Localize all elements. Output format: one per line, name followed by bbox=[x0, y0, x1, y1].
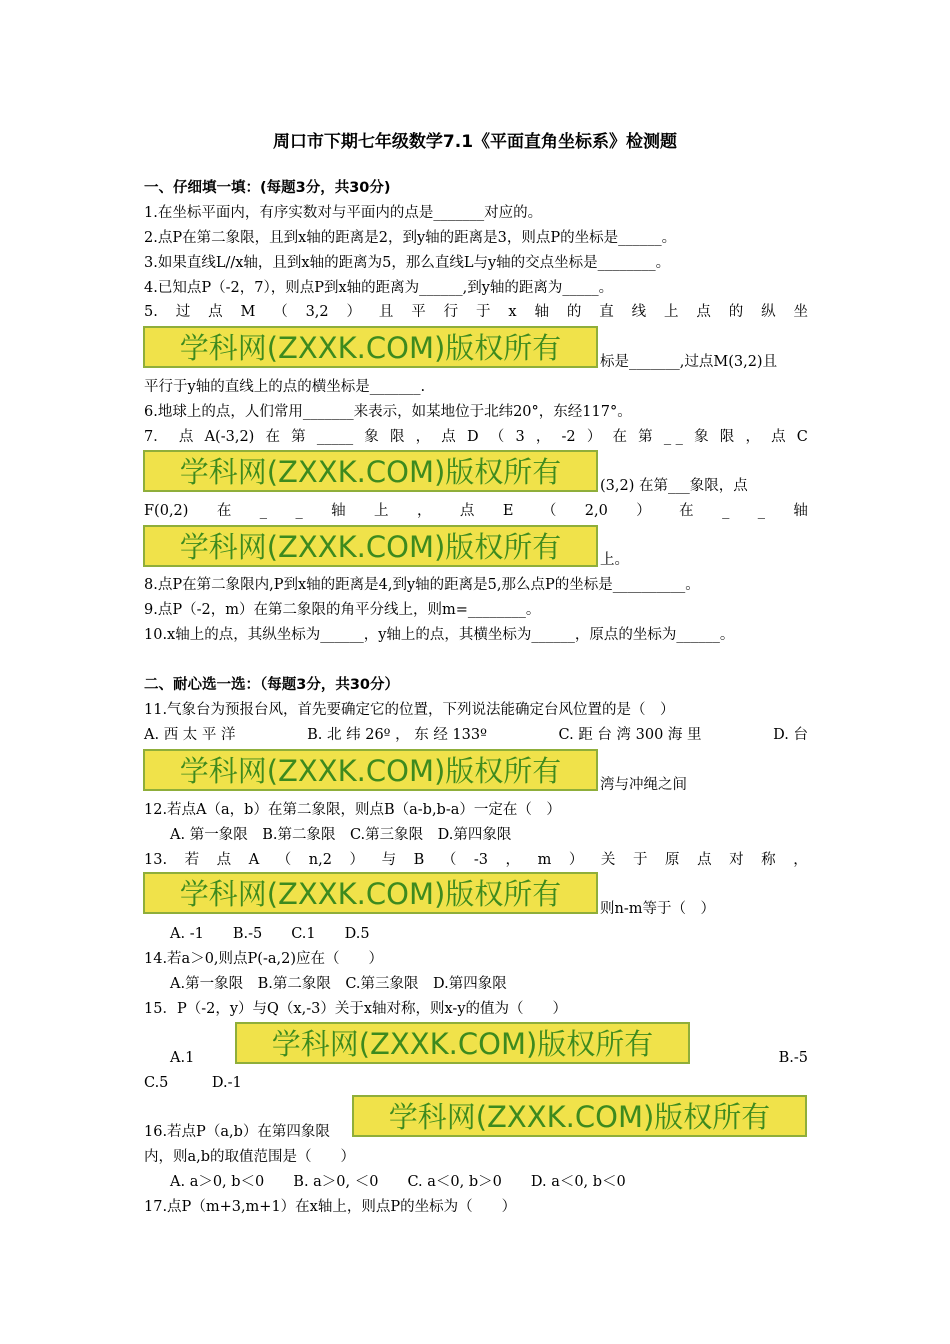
word-token: 称 bbox=[761, 852, 776, 868]
question-10: 10.x轴上的点，其纵坐标为______，y轴上的点，其横坐标为______，原点的坐标为______。 bbox=[144, 627, 735, 643]
word-token: F(0,2) bbox=[144, 503, 189, 519]
word-token: 平 bbox=[411, 304, 426, 320]
word-token: 对 bbox=[729, 852, 744, 868]
watermark-banner: 学科网(ZXXK.COM)版权所有 bbox=[235, 1022, 690, 1064]
question-6: 6.地球上的点，人们常用_______来表示，如某地位于北纬20°，东经117°。 bbox=[144, 404, 632, 420]
question-11-tail: 湾与冲绳之间 bbox=[600, 777, 687, 793]
word-token: ） bbox=[568, 852, 584, 868]
word-token: _ bbox=[722, 503, 730, 519]
word-token: -2 bbox=[561, 429, 576, 445]
word-token: ） bbox=[346, 304, 362, 320]
question-7-line-2: (3,2) 在第___象限，点 bbox=[600, 478, 748, 494]
question-3: 3.如果直线L//x轴，且到x轴的距离为5，那么直线L与y轴的交点坐标是________。 bbox=[144, 255, 671, 271]
word-token: M bbox=[240, 304, 256, 320]
word-token: -3 bbox=[473, 852, 488, 868]
word-token: ， bbox=[745, 429, 760, 445]
word-token: 点 bbox=[441, 429, 456, 445]
question-2: 2.点P在第二象限，且到x轴的距离是2，到y轴的距离是3，则点P的坐标是______。 bbox=[144, 230, 677, 246]
word-token: ， bbox=[535, 429, 551, 445]
word-token: 上 bbox=[663, 304, 679, 320]
word-token: C bbox=[796, 429, 808, 445]
word-token: （ bbox=[273, 304, 288, 320]
question-14-options: A.第一象限 B.第二象限 C.第三象限 D.第四象限 bbox=[170, 976, 507, 992]
word-token: 点 bbox=[771, 429, 786, 445]
word-token: _ bbox=[757, 503, 765, 519]
word-token: 于 bbox=[632, 852, 648, 868]
word-token: x bbox=[508, 304, 517, 320]
question-4: 4.已知点P（-2，7），则点P到x轴的距离为______,到y轴的距离为_____。 bbox=[144, 280, 614, 296]
section-1-heading: 一、仔细填一填：(每题3分，共30分) bbox=[144, 180, 391, 196]
word-token: 过 bbox=[175, 304, 191, 320]
word-token: 关 bbox=[600, 852, 616, 868]
question-16-line-2: 内，则a,b的取值范围是（ ） bbox=[144, 1149, 356, 1165]
question-13-line-1 bbox=[144, 850, 808, 870]
word-token: 轴 bbox=[331, 503, 346, 519]
question-13-tail: 则n-m等于（ ） bbox=[600, 901, 715, 917]
word-token: 轴 bbox=[793, 503, 808, 519]
word-token: ， bbox=[793, 852, 808, 868]
word-token: 第 bbox=[291, 429, 306, 445]
word-token: 点 bbox=[216, 852, 232, 868]
word-token: 在 bbox=[216, 503, 232, 519]
word-token: 上 bbox=[374, 503, 389, 519]
question-5-line-1 bbox=[144, 302, 808, 322]
word-token: ， bbox=[416, 503, 432, 519]
word-token: 点 bbox=[208, 304, 223, 320]
question-15: 15．P（-2，y）与Q（x,-3）关于x轴对称，则x-y的值为（ ） bbox=[144, 1001, 568, 1017]
word-token: 的 bbox=[566, 304, 582, 320]
question-7-line-1 bbox=[144, 427, 808, 447]
word-token: 点 bbox=[696, 304, 711, 320]
question-7-line-4: 上。 bbox=[600, 552, 629, 568]
word-token: 行 bbox=[443, 304, 459, 320]
question-8: 8.点P在第二象限内,P到x轴的距离是4,到y轴的距离是5,那么点P的坐标是__________。 bbox=[144, 577, 700, 593]
word-token: 线 bbox=[631, 304, 647, 320]
word-token: _ bbox=[295, 503, 303, 519]
question-5-line-3: 平行于y轴的直线上的点的横坐标是_______. bbox=[144, 379, 426, 395]
watermark-banner: 学科网(ZXXK.COM)版权所有 bbox=[143, 749, 598, 791]
word-token: 7． bbox=[144, 429, 168, 445]
word-token: 与 bbox=[381, 852, 397, 868]
word-token: C. 距 台 湾 300 海 里 bbox=[558, 727, 702, 743]
question-14: 14.若a＞0,则点P(-a,2)应在（ ） bbox=[144, 951, 383, 967]
word-token: ） bbox=[349, 852, 365, 868]
word-token: _ _ bbox=[663, 429, 683, 445]
word-token: 在 bbox=[679, 503, 694, 519]
question-9: 9.点P（-2，m）在第二象限的角平分线上，则m=________。 bbox=[144, 602, 541, 618]
question-15-options-cd: C.5 D.-1 bbox=[144, 1075, 242, 1091]
word-token: （ bbox=[541, 503, 557, 519]
word-token: 直 bbox=[599, 304, 614, 320]
word-token: A bbox=[248, 852, 260, 868]
watermark-banner: 学科网(ZXXK.COM)版权所有 bbox=[143, 326, 598, 368]
word-token: （ bbox=[489, 429, 505, 445]
question-17: 17.点P（m+3,m+1）在x轴上，则点P的坐标为（ ） bbox=[144, 1199, 517, 1215]
word-token: （ bbox=[276, 852, 292, 868]
word-token: 若 bbox=[184, 852, 200, 868]
word-token: 于 bbox=[476, 304, 491, 320]
word-token: 象 bbox=[364, 429, 379, 445]
word-token: 2,0 bbox=[584, 503, 608, 519]
word-token: ， bbox=[415, 429, 431, 445]
word-token: 原 bbox=[665, 852, 680, 868]
word-token: n,2 bbox=[308, 852, 332, 868]
word-token: 轴 bbox=[534, 304, 549, 320]
word-token: 3 bbox=[515, 429, 525, 445]
word-token: _____ bbox=[316, 429, 354, 445]
word-token: 13. bbox=[144, 852, 168, 868]
word-token: 象 bbox=[694, 429, 709, 445]
word-token: 5. bbox=[144, 304, 158, 320]
question-13-options: A. -1 B.-5 C.1 D.5 bbox=[170, 926, 370, 942]
word-token: （ bbox=[441, 852, 457, 868]
word-token: 点 bbox=[459, 503, 475, 519]
word-token: 第 bbox=[638, 429, 653, 445]
question-1: 1.在坐标平面内，有序实数对与平面内的点是_______对应的。 bbox=[144, 205, 543, 221]
word-token: A(-3,2) bbox=[204, 429, 255, 445]
word-token: D bbox=[466, 429, 479, 445]
word-token: 的 bbox=[728, 304, 744, 320]
question-16: 16.若点P（a,b）在第四象限 bbox=[144, 1124, 330, 1140]
word-token: E bbox=[502, 503, 514, 519]
word-token: B bbox=[413, 852, 425, 868]
word-token: ） bbox=[636, 503, 651, 519]
question-12: 12.若点A（a，b）在第二象限，则点B（a-b,b-a）一定在（ ） bbox=[144, 802, 561, 818]
word-token: A. 西 太 平 洋 bbox=[144, 727, 236, 743]
word-token: 限 bbox=[719, 429, 735, 445]
watermark-banner: 学科网(ZXXK.COM)版权所有 bbox=[143, 525, 598, 567]
word-token: D. 台 bbox=[773, 727, 808, 743]
watermark-banner: 学科网(ZXXK.COM)版权所有 bbox=[143, 872, 598, 914]
question-11: 11.气象台为预报台风，首先要确定它的位置，下列说法能确定台风位置的是（ ） bbox=[144, 702, 675, 718]
section-2-heading: 二、耐心选一选：（每题3分，共30分） bbox=[144, 677, 400, 693]
word-token: ） bbox=[586, 429, 602, 445]
question-11-options bbox=[144, 725, 808, 745]
word-token: 点 bbox=[697, 852, 712, 868]
question-12-options: A. 第一象限 B.第二象限 C.第三象限 D.第四象限 bbox=[170, 827, 512, 843]
question-15-option-a: A.1 bbox=[170, 1050, 195, 1066]
word-token: 限 bbox=[389, 429, 405, 445]
word-token: 在 bbox=[265, 429, 280, 445]
word-token: 坐 bbox=[793, 304, 808, 320]
word-token: 3,2 bbox=[305, 304, 329, 320]
word-token: B. 北 纬 26º ， 东 经 133º bbox=[307, 727, 487, 743]
watermark-banner: 学科网(ZXXK.COM)版权所有 bbox=[352, 1095, 807, 1137]
word-token: 且 bbox=[378, 304, 394, 320]
question-15-option-b: B.-5 bbox=[778, 1050, 808, 1066]
question-16-options: A. a＞0, b＜0 B. a＞0, ＜0 C. a＜0, b＞0 D. a＜0, b＜0 bbox=[170, 1174, 626, 1190]
watermark-banner: 学科网(ZXXK.COM)版权所有 bbox=[143, 450, 598, 492]
word-token: ， bbox=[505, 852, 521, 868]
word-token: 在 bbox=[612, 429, 627, 445]
word-token: m bbox=[537, 852, 552, 868]
question-5-line-2: 标是_______,过点M(3,2)且 bbox=[600, 354, 778, 370]
word-token: 纵 bbox=[761, 304, 776, 320]
page-title: 周口市下期七年级数学7.1《平面直角坐标系》检测题 bbox=[272, 132, 678, 152]
word-token: 点 bbox=[178, 429, 194, 445]
word-token: _ bbox=[259, 503, 268, 519]
question-7-line-3 bbox=[144, 501, 808, 521]
